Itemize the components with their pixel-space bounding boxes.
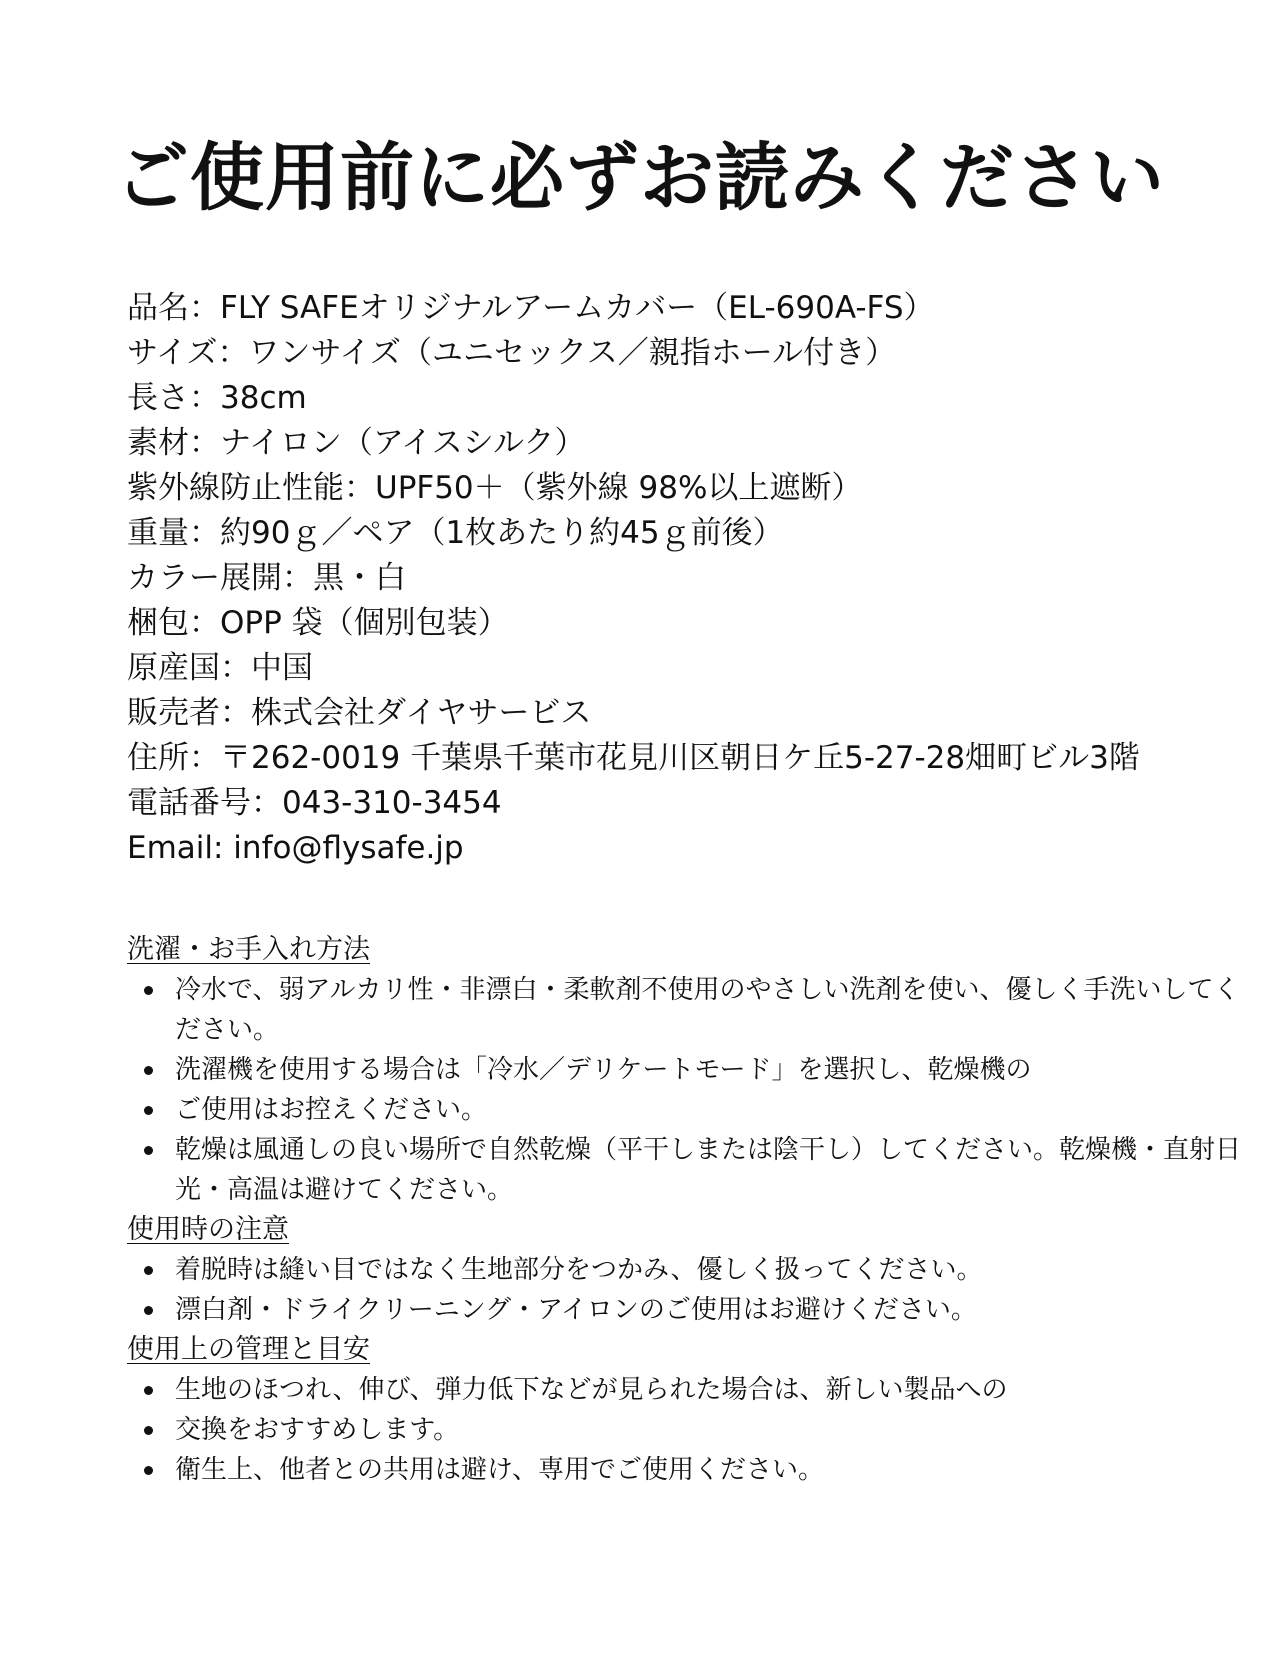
spec-product-name: 品名：FLY SAFEオリジナルアームカバー（EL-690A-FS） xyxy=(127,290,935,326)
section-heading-management: 使用上の管理と目安 xyxy=(127,1334,370,1365)
product-specs-list xyxy=(127,286,1257,871)
list-item: 着脱時は縫い目ではなく生地部分をつかみ、優しく扱ってください。 xyxy=(175,1250,1247,1290)
spec-origin: 原産国：中国 xyxy=(127,650,313,686)
list-item: 漂白剤・ドライクリーニング・アイロンのご使用はお避けください。 xyxy=(175,1290,1247,1330)
spec-uv-protection: 紫外線防止性能：UPF50＋（紫外線 98%以上遮断） xyxy=(127,470,863,506)
spec-size: サイズ：ワンサイズ（ユニセックス／親指ホール付き） xyxy=(127,335,897,371)
spec-phone: 電話番号：043-310-3454 xyxy=(127,785,502,821)
spec-length: 長さ：38cm xyxy=(127,380,307,416)
washing-list xyxy=(127,970,1247,1210)
list-item: 交換をおすすめします。 xyxy=(175,1410,1247,1450)
spec-address: 住所：〒262-0019 千葉県千葉市花見川区朝日ケ丘5-27-28畑町ビル3階 xyxy=(127,740,1140,776)
list-item: 衛生上、他者との共用は避け、専用でご使用ください。 xyxy=(175,1450,1247,1490)
list-item: ご使用はお控えください。 xyxy=(175,1090,1247,1130)
page-title: ご使用前に必ずお読みください xyxy=(115,135,1165,221)
list-item: 冷水で、弱アルカリ性・非漂白・柔軟剤不使用のやさしい洗剤を使い、優しく手洗いしてください。 xyxy=(175,970,1247,1050)
usage-caution-list xyxy=(127,1250,1247,1330)
list-item: 生地のほつれ、伸び、弾力低下などが見られた場合は、新しい製品への xyxy=(175,1370,1247,1410)
section-heading-usage-caution: 使用時の注意 xyxy=(127,1214,289,1245)
spec-material: 素材：ナイロン（アイスシルク） xyxy=(127,425,586,461)
care-instructions xyxy=(127,930,1247,1490)
spec-seller: 販売者：株式会社ダイヤサービス xyxy=(127,695,592,731)
section-heading-washing: 洗濯・お手入れ方法 xyxy=(127,934,370,965)
list-item: 洗濯機を使用する場合は「冷水／デリケートモード」を選択し、乾燥機の xyxy=(175,1050,1247,1090)
spec-email: Email: info@flysafe.jp xyxy=(127,830,464,866)
management-list xyxy=(127,1370,1247,1490)
list-item: 乾燥は風通しの良い場所で自然乾燥（平干しまたは陰干し）してください。乾燥機・直射日光・高温は避けてください。 xyxy=(175,1130,1247,1210)
spec-weight: 重量：約90ｇ／ペア（1枚あたり約45ｇ前後） xyxy=(127,515,784,551)
spec-colors: カラー展開：黒・白 xyxy=(127,560,406,596)
spec-packaging: 梱包：OPP 袋（個別包装） xyxy=(127,605,509,641)
